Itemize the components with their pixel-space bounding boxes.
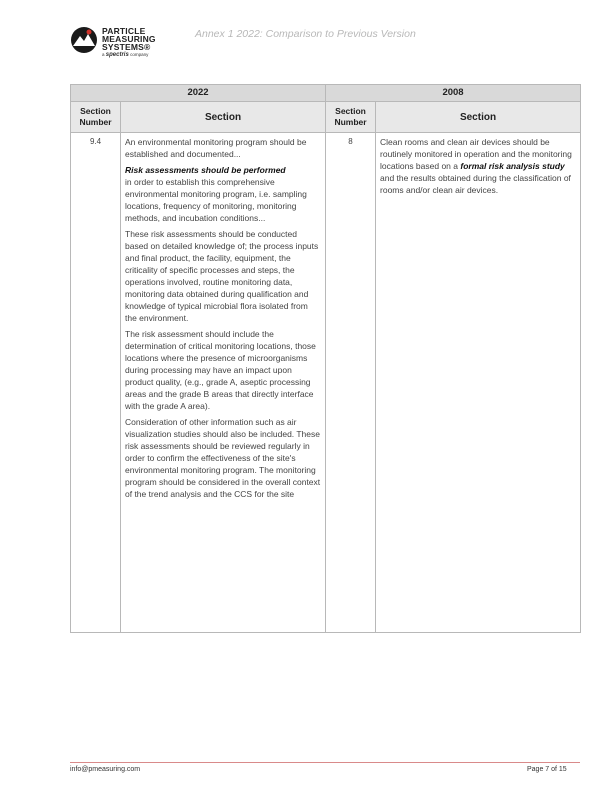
footer-page-number: Page 7 of 15 [527, 766, 567, 773]
section-number-2008: 8 [326, 133, 376, 633]
paragraph-1: An environmental monitoring program should be established and documented... [125, 137, 307, 159]
year-2008-header: 2008 [326, 85, 581, 102]
section-text-2008 [376, 133, 581, 633]
text-2008-part-a: Clean rooms and clean air devices should be routinely monitored in operation and the monitoring locations based on a [380, 137, 572, 171]
paragraph-2 [125, 164, 321, 224]
table-row [71, 133, 581, 633]
section-number-2022: 9.4 [71, 133, 121, 633]
section-header-2022: Section [121, 102, 326, 133]
logo-wordmark [102, 27, 156, 51]
section-header-2008: Section [376, 102, 581, 133]
logo-subline [102, 52, 148, 58]
year-2022-header: 2022 [71, 85, 326, 102]
pms-logo-mark-icon [70, 26, 98, 54]
footer-divider [70, 762, 580, 763]
section-number-header-2022: Section Number [71, 102, 121, 133]
footer-email: info@pmeasuring.com [70, 766, 141, 773]
logo-line-3-text: SYSTEMS [102, 42, 145, 52]
paragraph-2-rest: in order to establish this comprehensive environmental monitoring program, i.e. sampling locations, frequency of monitoring, monitoring methods, and incubation conditions... [125, 177, 307, 223]
paragraph-5: Consideration of other information such as air visualization studies should also be included. These risk assessments should be reviewed regularly in order to confirm the effectiveness of the site's environmental monitoring program. The monitoring program should be considered in the overall context of the trend analysis and the CCS for the site [125, 417, 321, 499]
logo-line-1: PARTICLE [102, 26, 146, 36]
logo-line-2: MEASURING [102, 34, 156, 44]
text-2008-part-b: and the results obtained during the classification of rooms and/or clean air devices. [380, 173, 571, 195]
logo-suffix: company [130, 52, 149, 57]
paragraph-2-emphasis: Risk assessments should be performed [125, 165, 286, 175]
logo-line-3: SYSTEMS® [102, 42, 151, 52]
paragraph-3: These risk assessments should be conducted based on detailed knowledge of; the process inputs and final product, the facility, equipment, the criticality of specific processes and steps, the operations involved, routine monitoring data, monitoring data obtained during qualification and knowledge of typical microbial flora isolated from the environment. [125, 229, 319, 323]
text-2008-emphasis: formal risk analysis study [460, 161, 565, 171]
comparison-table [70, 84, 581, 633]
document-title: Annex 1 2022: Comparison to Previous Version [195, 28, 416, 40]
page-header [0, 0, 607, 80]
logo-brand: spectris [105, 52, 129, 58]
logo-prefix: a [102, 52, 105, 57]
company-logo [70, 24, 160, 64]
section-number-header-2008: Section Number [326, 102, 376, 133]
paragraph-4: The risk assessment should include the determination of critical monitoring locations, those locations where the presence of microorganisms during processing may have an impact upon product quality, (e.g., grade A, aseptic processing areas and the grade B areas that directly interface with the grade A area). [125, 329, 316, 411]
section-text-2022 [121, 133, 326, 633]
